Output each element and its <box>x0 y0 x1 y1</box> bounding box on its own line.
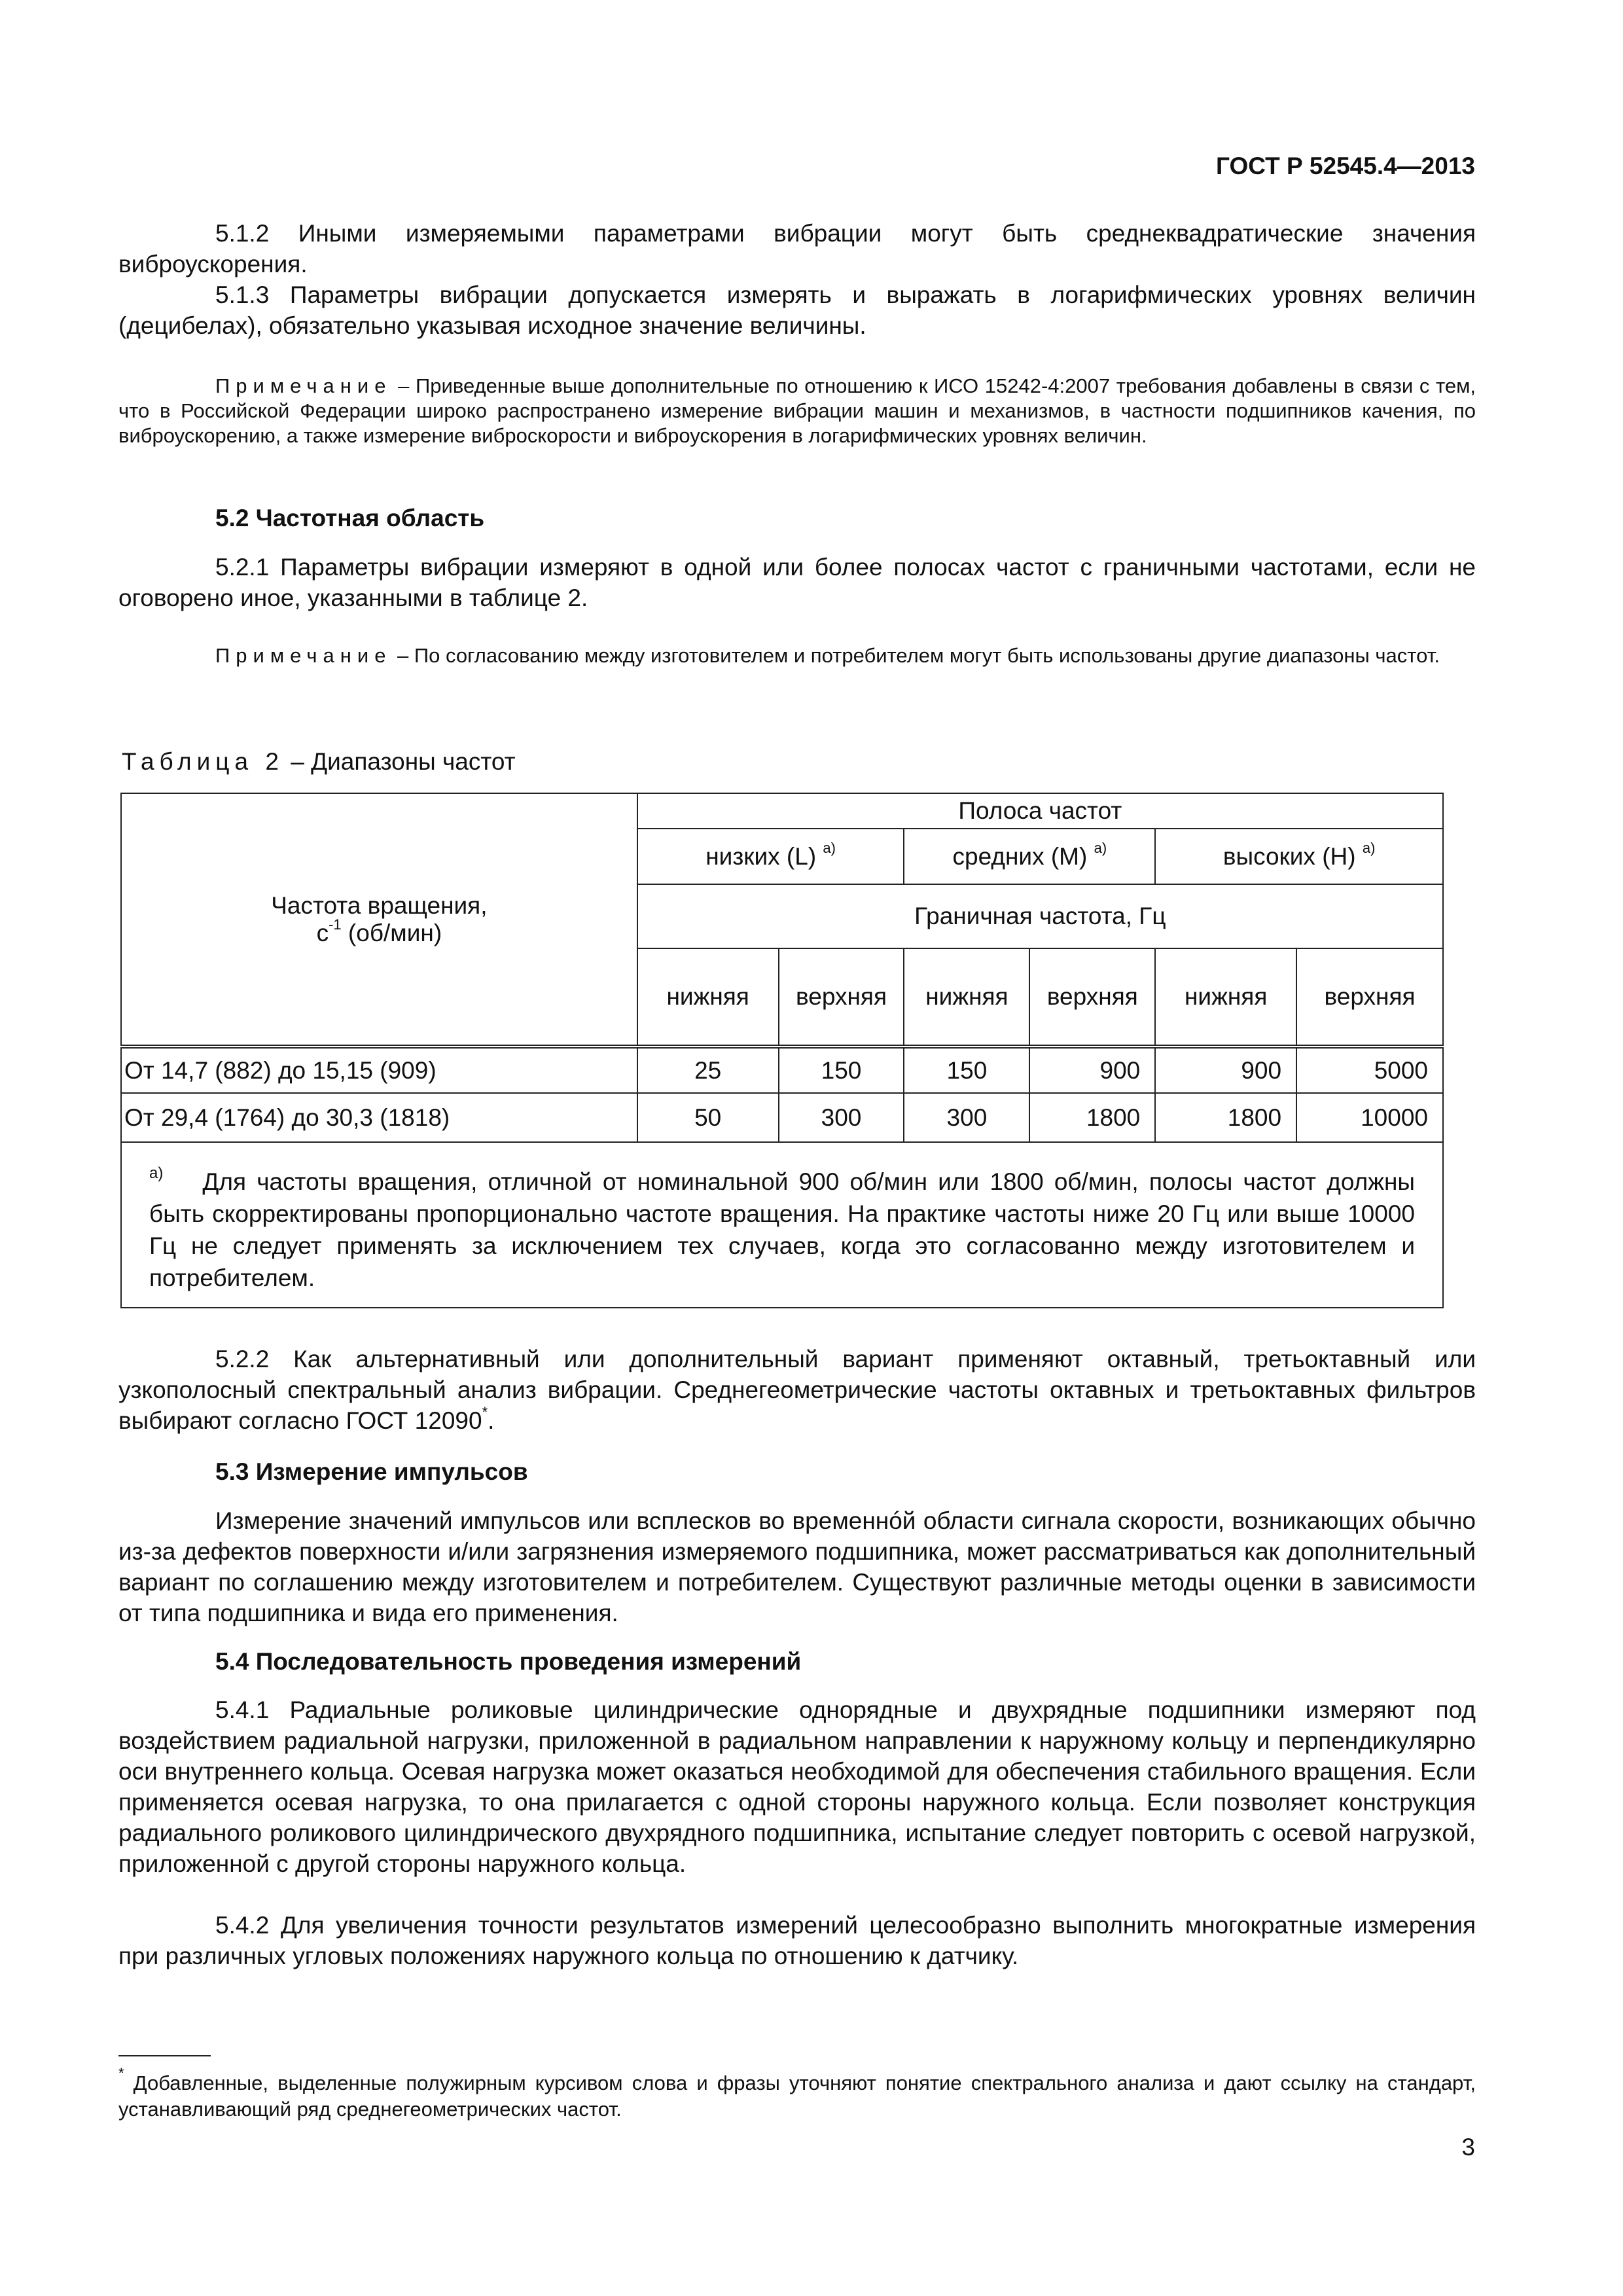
cell-value: 50 <box>637 1093 779 1142</box>
sub-header-high-lower: нижняя <box>1155 948 1296 1047</box>
paragraph-5-2-2: 5.2.2 Как альтернативный или дополнительный вариант применяют октавный, третьоктавный или узкополосный спектральный анализ вибрации. Среднегеометрические частоты октавных и третьоктавных фильтров выбирают согласно ГОСТ 12090*. <box>118 1346 1476 1434</box>
cell-value: 1800 <box>1029 1093 1155 1142</box>
note-text: – Приведенные выше дополнительные по отношению к ИСО 15242-4:2007 требования добавлены в связи с тем, что в Российской Федерации широко распространено измерение вибрации машин и механизмов, в частности подшипников качения, по виброускорению, а также измерение виброскорости и виброускорения в логарифмических уровнях величин. <box>118 374 1476 447</box>
table-caption-label: Таблица 2 <box>122 748 284 775</box>
paragraph-5-1-2: 5.1.2 Иными измеряемыми параметрами вибрации могут быть среднеквадратические значения виброускорения. <box>118 220 1476 278</box>
cell-value: 300 <box>904 1093 1029 1142</box>
note-label: Примечание <box>215 374 392 397</box>
cell-value: 150 <box>779 1047 904 1093</box>
rotation-header-cell <box>121 793 637 1047</box>
document-header: ГОСТ Р 52545.4—2013 <box>1216 152 1475 179</box>
cell-value: 300 <box>779 1093 904 1142</box>
heading-5-2: 5.2 Частотная область <box>215 505 485 531</box>
table-footnote-mark: а) <box>149 1164 164 1182</box>
rotation-header: Частота вращения, <box>271 891 488 919</box>
cell-value: 25 <box>637 1047 779 1093</box>
table-row <box>121 1047 1443 1093</box>
rotation-unit: $с^{-1}$ (об/мин) <box>316 916 442 946</box>
note-1 <box>118 374 1476 448</box>
note-2 <box>118 643 1476 668</box>
frequency-table <box>120 793 1444 1308</box>
footnote-ref-mark: * <box>482 1404 488 1420</box>
cell-value: 150 <box>904 1047 1029 1093</box>
table-footnote-text: Для частоты вращения, отличной от номинальной 900 об/мин или 1800 об/мин, полосы частот должны быть скорректированы пропорционально частоте вращения. На практике частоты ниже 20 Гц или выше 10000 Гц не следует применять за исключением тех случаев, когда это согласованно между изготовителем и потребителем. <box>149 1168 1415 1291</box>
footnote-mark: * <box>118 2065 124 2081</box>
sub-header-low-lower: нижняя <box>637 948 779 1047</box>
page-footnote <box>118 2065 1476 2123</box>
paragraph-5-1-3: 5.1.3 Параметры вибрации допускается измерять и выражать в логарифмических уровнях величин (децибелах), обязательно указывая исходное значение величины. <box>118 281 1476 339</box>
cell-value: 5000 <box>1296 1047 1443 1093</box>
footnote-text: Добавленные, выделенные полужирным курсивом слова и фразы уточняют понятие спектрального анализа и дают ссылку на стандарт, устанавливающий ряд среднегеометрических частот. <box>118 2072 1476 2121</box>
band-mid: средних (M) $^{а)}$ <box>904 829 1155 884</box>
page-number: 3 <box>1461 2134 1475 2161</box>
sub-header-high-upper: верхняя <box>1296 948 1443 1047</box>
cell-value: 900 <box>1155 1047 1296 1093</box>
limit-header: Граничная частота, Гц <box>637 884 1443 948</box>
footnote-divider <box>118 2055 211 2056</box>
paragraph-5-4-2: 5.4.2 Для увеличения точности результатов измерений целесообразно выполнить многократные измерения при различных угловых положениях наружного кольца по отношению к датчику. <box>118 1912 1476 1969</box>
heading-5-3: 5.3 Измерение импульсов <box>215 1458 528 1485</box>
band-high: высоких (H) $^{а)}$ <box>1155 829 1443 884</box>
table-caption <box>122 748 516 776</box>
paragraph-5-4-1: 5.4.1 Радиальные роликовые цилиндрические однорядные и двухрядные подшипники измеряют под воздействием радиальной нагрузки, приложенной в радиальном направлении к наружному кольцу и перпендикулярно оси внутреннего кольца. Осевая нагрузка может оказаться необходимой для обеспечения стабильного вращения. Если применяется осевая нагрузка, то она прилагается с одной стороны наружного кольца. Если позволяет конструкция радиального роликового цилиндрического двухрядного подшипника, испытание следует повторить с осевой нагрузкой, приложенной с другой стороны наружного кольца. <box>118 1696 1476 1877</box>
heading-5-4: 5.4 Последовательность проведения измерений <box>215 1648 802 1675</box>
cell-value: 900 <box>1029 1047 1155 1093</box>
row-rotation: От 29,4 (1764) до 30,3 (1818) <box>121 1093 637 1142</box>
cell-value: 1800 <box>1155 1093 1296 1142</box>
table-caption-text: – Диапазоны частот <box>283 748 516 775</box>
row-rotation: От 14,7 (882) до 15,15 (909) <box>121 1047 637 1093</box>
paragraph-5-2-1: 5.2.1 Параметры вибрации измеряют в одной или более полосах частот с граничными частотами, если не оговорено иное, указанными в таблице 2. <box>118 554 1476 611</box>
table-footnote <box>121 1142 1443 1308</box>
table-row <box>121 1093 1443 1142</box>
note-text: – По согласованию между изготовителем и потребителем могут быть использованы другие диапазоны частот. <box>391 644 1440 667</box>
cell-value: 10000 <box>1296 1093 1443 1142</box>
sub-header-mid-upper: верхняя <box>1029 948 1155 1047</box>
paragraph-5-3: Измерение значений импульсов или всплесков во временнóй области сигнала скорости, возникающих обычно из-за дефектов поверхности и/или загрязнения измеряемого подшипника, может рассматриваться как дополнительный вариант по соглашению между изготовителем и потребителем. Существуют различные методы оценки в зависимости от типа подшипника и вида его применения. <box>118 1507 1476 1626</box>
note-label: Примечание <box>215 644 392 667</box>
sub-header-low-upper: верхняя <box>779 948 904 1047</box>
sub-header-mid-lower: нижняя <box>904 948 1029 1047</box>
band-low: низких (L) $^{а)}$ <box>637 829 904 884</box>
band-header: Полоса частот <box>637 793 1443 829</box>
